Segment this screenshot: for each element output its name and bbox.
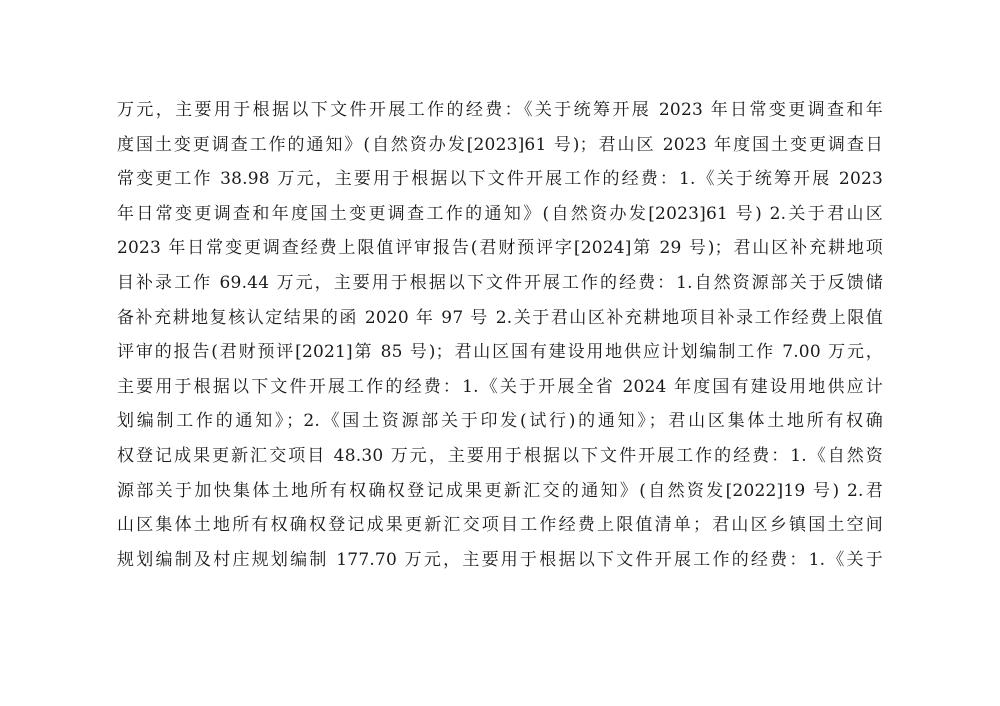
text-line: 度国土变更调查工作的通知》(自然资办发[2023]61 号)；君山区 2023 年度国土变更调查日 — [117, 134, 883, 155]
text-line: 权登记成果更新汇交项目 48.30 万元，主要用于根据以下文件开展工作的经费：1.《自然资 — [117, 445, 883, 466]
text-line: 规划编制及村庄规划编制 177.70 万元，主要用于根据以下文件开展工作的经费：1.《关于 — [117, 549, 883, 570]
text-line: 2023 年日常变更调查经费上限值评审报告(君财预评字[2024]第 29 号)；君山区补充耕地项 — [117, 238, 883, 259]
text-line: 评审的报告(君财预评[2021]第 85 号)；君山区国有建设用地供应计划编制工作 7.00 万元， — [117, 342, 883, 363]
body-text — [117, 93, 883, 577]
text-line: 源部关于加快集体土地所有权确权登记成果更新汇交的通知》(自然资发[2022]19 号) 2.君 — [117, 480, 883, 501]
text-line: 年日常变更调查和年度国土变更调查工作的通知》(自然资办发[2023]61 号) 2.关于君山区 — [117, 203, 883, 224]
text-line: 山区集体土地所有权确权登记成果更新汇交项目工作经费上限值清单；君山区乡镇国土空间 — [117, 515, 883, 536]
text-line: 划编制工作的通知》；2.《国土资源部关于印发(试行)的通知》；君山区集体土地所有权确 — [117, 411, 883, 432]
text-line: 目补录工作 69.44 万元，主要用于根据以下文件开展工作的经费：1.自然资源部关于反馈储 — [117, 272, 883, 293]
text-line: 主要用于根据以下文件开展工作的经费：1.《关于开展全省 2024 年度国有建设用地供应计 — [117, 376, 883, 397]
text-line: 备补充耕地复核认定结果的函 2020 年 97 号 2.关于君山区补充耕地项目补录工作经费上限值 — [117, 307, 883, 328]
text-line: 常变更工作 38.98 万元，主要用于根据以下文件开展工作的经费：1.《关于统筹开展 2023 — [117, 169, 883, 190]
text-line: 万元，主要用于根据以下文件开展工作的经费：《关于统筹开展 2023 年日常变更调查和年 — [117, 100, 883, 120]
